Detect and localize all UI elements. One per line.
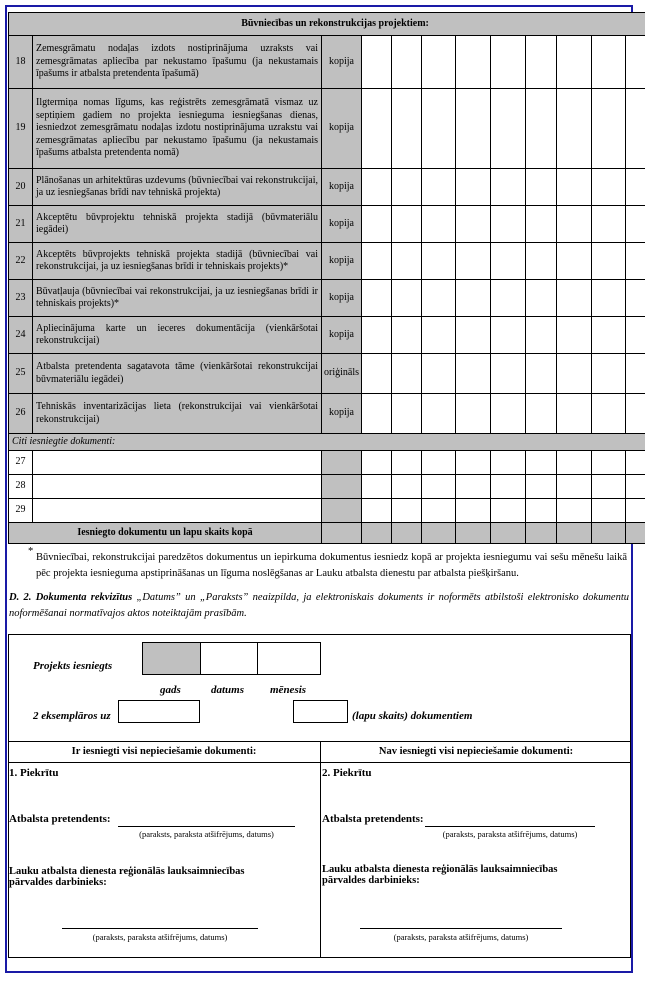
row-number: 26: [9, 394, 33, 434]
entry-cell[interactable]: [491, 36, 526, 89]
entry-cell[interactable]: [592, 206, 626, 243]
entry-cell[interactable]: [422, 475, 456, 499]
entry-cell[interactable]: [557, 280, 592, 317]
left-officer-caption: (paraksts, paraksta atšifrējums, datums): [92, 932, 228, 942]
entry-cell[interactable]: [592, 451, 626, 475]
entry-cell[interactable]: [526, 475, 557, 499]
left-col-header: Ir iesniegti visi nepieciešamie dokumenti:: [71, 746, 257, 757]
entry-cell[interactable]: [557, 523, 592, 544]
entry-cell[interactable]: [557, 36, 592, 89]
entry-cell[interactable]: [526, 280, 557, 317]
entry-cell[interactable]: [592, 280, 626, 317]
entry-cell[interactable]: [557, 354, 592, 394]
entry-cell[interactable]: [456, 169, 491, 206]
other-doc-name-cell[interactable]: [33, 475, 322, 499]
total-row: [9, 523, 645, 544]
entry-cell[interactable]: [526, 36, 557, 89]
entry-cell[interactable]: [456, 475, 491, 499]
entry-cell[interactable]: [456, 280, 491, 317]
entry-cell[interactable]: [491, 206, 526, 243]
right-agree[interactable]: 2. Piekrītu: [322, 767, 372, 779]
row-doc-type: kopija: [322, 169, 362, 206]
entry-cell[interactable]: [362, 317, 392, 354]
date-box[interactable]: [200, 642, 258, 675]
right-applicant-label: Atbalsta pretendents:: [322, 813, 424, 825]
row-number: 18: [9, 36, 33, 89]
entry-cell[interactable]: [362, 206, 392, 243]
entry-cell[interactable]: [422, 394, 456, 434]
entry-cell[interactable]: [456, 394, 491, 434]
entry-cell[interactable]: [592, 243, 626, 280]
entry-cell[interactable]: [392, 451, 422, 475]
entry-cell[interactable]: [422, 89, 456, 169]
entry-cell[interactable]: [626, 394, 645, 434]
copies-label: 2 eksemplāros uz: [33, 710, 111, 722]
footnote-text: Būvniecībai, rekonstrukcijai paredzētos dokumentus un iepirkuma dokumentus iesniedz kopā ar projekta iesniegumu vai sešu mēnešu laikā pēc projekta iesnieguma apstiprināšanas un līguma noslēgšanas ar Lauku atbalsta dienestu par atbalsta piešķiršanu.: [36, 552, 627, 579]
right-col-header: Nav iesniegti visi nepieciešamie dokumenti:: [378, 746, 574, 757]
entry-cell[interactable]: [456, 499, 491, 523]
entry-cell[interactable]: [592, 475, 626, 499]
pages-input[interactable]: [293, 700, 348, 723]
table-row: [9, 89, 645, 169]
entry-cell[interactable]: [456, 523, 491, 544]
entry-cell[interactable]: [456, 243, 491, 280]
entry-cell[interactable]: [422, 280, 456, 317]
entry-cell[interactable]: [592, 523, 626, 544]
date-label: datums: [211, 684, 245, 696]
entry-cell[interactable]: [626, 451, 645, 475]
table-row: [9, 169, 645, 206]
row-number: 29: [9, 499, 33, 523]
year-box[interactable]: [142, 642, 201, 675]
row-description: Būvatļauja (būvniecībai vai rekonstrukcijai, ja uz iesniegšanas brīdi ir tehniskais projekts)*: [33, 280, 322, 317]
row-description: Plānošanas un arhitektūras uzdevums (būvniecībai vai rekonstrukcijai, ja uz iesniegšanas brīdi nav tehniskā projekta): [33, 169, 322, 206]
right-applicant-caption: (paraksts, paraksta atšifrējums, datums): [442, 829, 578, 839]
entry-cell[interactable]: [526, 523, 557, 544]
entry-cell[interactable]: [626, 280, 645, 317]
entry-cell[interactable]: [392, 36, 422, 89]
entry-cell[interactable]: [491, 499, 526, 523]
entry-cell[interactable]: [392, 499, 422, 523]
table-row: [9, 317, 645, 354]
other-doc-name-cell[interactable]: [33, 499, 322, 523]
entry-cell[interactable]: [526, 89, 557, 169]
entry-cell[interactable]: [456, 317, 491, 354]
entry-cell[interactable]: [422, 354, 456, 394]
entry-cell[interactable]: [456, 36, 491, 89]
entry-cell[interactable]: [392, 394, 422, 434]
entry-cell[interactable]: [491, 280, 526, 317]
entry-cell[interactable]: [422, 243, 456, 280]
entry-cell[interactable]: [592, 499, 626, 523]
row-number: 25: [9, 354, 33, 394]
entry-cell[interactable]: [557, 317, 592, 354]
row-number: 22: [9, 243, 33, 280]
documents-table: [8, 12, 645, 544]
entry-cell[interactable]: [557, 499, 592, 523]
entry-cell[interactable]: [626, 169, 645, 206]
row-description: Apliecinājuma karte un ieceres dokumentācija (vienkāršotai rekonstrukcijai): [33, 317, 322, 354]
entry-cell[interactable]: [626, 475, 645, 499]
pages-label: (lapu skaits) dokumentiem: [352, 710, 473, 722]
row-number: 27: [9, 451, 33, 475]
row-number: 23: [9, 280, 33, 317]
entry-cell[interactable]: [491, 523, 526, 544]
entry-cell[interactable]: [526, 451, 557, 475]
other-doc-type-cell[interactable]: [322, 451, 362, 475]
entry-cell[interactable]: [422, 451, 456, 475]
row-number: 19: [9, 89, 33, 169]
other-doc-type-cell[interactable]: [322, 475, 362, 499]
entry-cell[interactable]: [362, 394, 392, 434]
table-row: [9, 451, 645, 475]
row-number: 20: [9, 169, 33, 206]
entry-cell[interactable]: [362, 475, 392, 499]
entry-cell[interactable]: [592, 36, 626, 89]
other-doc-name-cell[interactable]: [33, 451, 322, 475]
row-doc-type: kopija: [322, 280, 362, 317]
row-doc-type: kopija: [322, 89, 362, 169]
entry-cell[interactable]: [422, 206, 456, 243]
entry-cell[interactable]: [322, 523, 362, 544]
row-description: Atbalsta pretendenta sagatavota tāme (vienkāršotai rekonstrukcijai būvmateriālu iegādei): [33, 354, 322, 394]
entry-cell[interactable]: [491, 89, 526, 169]
entry-cell[interactable]: [392, 317, 422, 354]
row-doc-type: kopija: [322, 317, 362, 354]
entry-cell[interactable]: [362, 523, 392, 544]
left-officer-signature-line[interactable]: [62, 928, 258, 929]
entry-cell[interactable]: [626, 523, 645, 544]
entry-cell[interactable]: [392, 475, 422, 499]
entry-cell[interactable]: [491, 354, 526, 394]
right-officer-signature-line[interactable]: [360, 928, 562, 929]
entry-cell[interactable]: [422, 499, 456, 523]
entry-cell[interactable]: [491, 475, 526, 499]
total-label: Iesniegto dokumentu un lapu skaits kopā: [9, 523, 322, 544]
entry-cell[interactable]: [456, 451, 491, 475]
entry-cell[interactable]: [557, 475, 592, 499]
entry-cell[interactable]: [392, 206, 422, 243]
entry-cell[interactable]: [392, 89, 422, 169]
entry-cell[interactable]: [422, 317, 456, 354]
row-number: 28: [9, 475, 33, 499]
table-row: [9, 499, 645, 523]
row-description: Ilgtermiņa nomas līgums, kas reģistrēts zemesgrāmatā vismaz uz septiņiem gadiem no projekta iesnieguma iesniegšanas dienas, iesniedzot zemesgrāmatu nodaļas izdotu nostiprinājuma uzrakstu vai zemesgrāmatas apliecību par nekustamo īpašumu (ja nekustamais īpašums atbalsta pretendenta nomā): [33, 89, 322, 169]
entry-cell[interactable]: [392, 243, 422, 280]
entry-cell[interactable]: [626, 243, 645, 280]
entry-cell[interactable]: [491, 317, 526, 354]
row-description: Zemesgrāmatu nodaļas izdots nostiprinājuma uzraksts vai zemesgrāmatas apliecība par nekustamo īpašumu (ja nekustamais īpašums ir atbalsta pretendenta īpašumā): [33, 36, 322, 89]
row-description: Tehniskās inventarizācijas lieta (rekonstrukcijai vai vienkāršotai rekonstrukcijai): [33, 394, 322, 434]
entry-cell[interactable]: [422, 36, 456, 89]
entry-cell[interactable]: [526, 499, 557, 523]
month-label: mēnesis: [270, 684, 307, 696]
entry-cell[interactable]: [626, 89, 645, 169]
section-title: Būvniecības un rekonstrukcijas projektiem:: [9, 13, 645, 36]
entry-cell[interactable]: [456, 206, 491, 243]
entry-cell[interactable]: [392, 354, 422, 394]
entry-cell[interactable]: [592, 354, 626, 394]
entry-cell[interactable]: [456, 354, 491, 394]
entry-cell[interactable]: [526, 206, 557, 243]
entry-cell[interactable]: [526, 354, 557, 394]
entry-cell[interactable]: [557, 89, 592, 169]
entry-cell[interactable]: [362, 169, 392, 206]
entry-cell[interactable]: [592, 169, 626, 206]
row-doc-type: kopija: [322, 36, 362, 89]
right-applicant-signature-line[interactable]: [425, 826, 595, 827]
other-docs-title: Citi iesniegtie dokumenti:: [9, 434, 645, 451]
row-number: 21: [9, 206, 33, 243]
entry-cell[interactable]: [592, 394, 626, 434]
table-row: [9, 475, 645, 499]
table-row: [9, 206, 645, 243]
year-label: gads: [160, 684, 181, 696]
entry-cell[interactable]: [626, 499, 645, 523]
entry-cell[interactable]: [491, 243, 526, 280]
header-divider: [8, 762, 631, 763]
entry-cell[interactable]: [626, 317, 645, 354]
row-description: Akceptētu būvprojektu tehniskā projekta stadijā (būvmateriālu iegādei): [33, 206, 322, 243]
entry-cell[interactable]: [557, 243, 592, 280]
entry-cell[interactable]: [557, 169, 592, 206]
right-officer-caption: (paraksts, paraksta atšifrējums, datums): [393, 932, 529, 942]
row-description: Akceptēts būvprojekts tehniskā projekta stadijā (būvniecībai vai rekonstrukcijai, ja uz iesniegšanas brīdi ir tehniskais projekts)*: [33, 243, 322, 280]
month-box[interactable]: [257, 642, 321, 675]
d2-note: [9, 590, 629, 622]
row-doc-type: oriģināls: [322, 354, 362, 394]
entry-cell[interactable]: [592, 89, 626, 169]
table-row: [9, 280, 645, 317]
entry-cell[interactable]: [626, 206, 645, 243]
other-doc-type-cell[interactable]: [322, 499, 362, 523]
right-officer-label: Lauku atbalsta dienesta reģionālās lauksaimniecības pārvaldes darbinieks:: [322, 864, 558, 886]
entry-cell[interactable]: [526, 317, 557, 354]
entry-cell[interactable]: [557, 394, 592, 434]
d2-text: „Datums” un „Paraksts” neaizpilda, ja elektroniskais dokuments ir noformēts atbilstoši elektronisko dokumentu noformēšanai normatīvajos aktos noteiktajām prasībām.: [9, 592, 630, 619]
entry-cell[interactable]: [362, 280, 392, 317]
left-officer-label: Lauku atbalsta dienesta reģionālās lauksaimniecības pārvaldes darbinieks:: [9, 866, 245, 888]
entry-cell[interactable]: [362, 451, 392, 475]
footnote-star: *: [28, 546, 34, 557]
left-applicant-caption: (paraksts, paraksta atšifrējums, datums): [139, 829, 274, 839]
column-divider: [320, 741, 321, 958]
copies-input[interactable]: [118, 700, 200, 723]
table-row: [9, 394, 645, 434]
entry-cell[interactable]: [362, 243, 392, 280]
left-applicant-signature-line[interactable]: [118, 826, 295, 827]
entry-cell[interactable]: [526, 169, 557, 206]
entry-cell[interactable]: [526, 394, 557, 434]
entry-cell[interactable]: [392, 523, 422, 544]
row-number: 24: [9, 317, 33, 354]
entry-cell[interactable]: [392, 169, 422, 206]
table-row: [9, 36, 645, 89]
table-row: [9, 354, 645, 394]
project-submitted-label: Projekts iesniegts: [33, 660, 113, 672]
entry-cell[interactable]: [557, 206, 592, 243]
left-agree[interactable]: 1. Piekrītu: [9, 767, 59, 779]
entry-cell[interactable]: [362, 499, 392, 523]
table-row: [9, 243, 645, 280]
entry-cell[interactable]: [491, 169, 526, 206]
row-doc-type: kopija: [322, 206, 362, 243]
row-doc-type: kopija: [322, 394, 362, 434]
row-doc-type: kopija: [322, 243, 362, 280]
entry-cell[interactable]: [362, 354, 392, 394]
entry-cell[interactable]: [362, 36, 392, 89]
d2-prefix: D. 2. Dokumenta rekvizītus: [9, 592, 133, 603]
entry-cell[interactable]: [626, 36, 645, 89]
entry-cell[interactable]: [526, 243, 557, 280]
entry-cell[interactable]: [422, 523, 456, 544]
entry-cell[interactable]: [592, 317, 626, 354]
left-applicant-label: Atbalsta pretendents:: [9, 813, 111, 825]
entry-cell[interactable]: [626, 354, 645, 394]
entry-cell[interactable]: [392, 280, 422, 317]
entry-cell[interactable]: [456, 89, 491, 169]
other-docs-row: [9, 434, 645, 451]
entry-cell[interactable]: [362, 89, 392, 169]
entry-cell[interactable]: [491, 451, 526, 475]
entry-cell[interactable]: [491, 394, 526, 434]
entry-cell[interactable]: [557, 451, 592, 475]
entry-cell[interactable]: [422, 169, 456, 206]
